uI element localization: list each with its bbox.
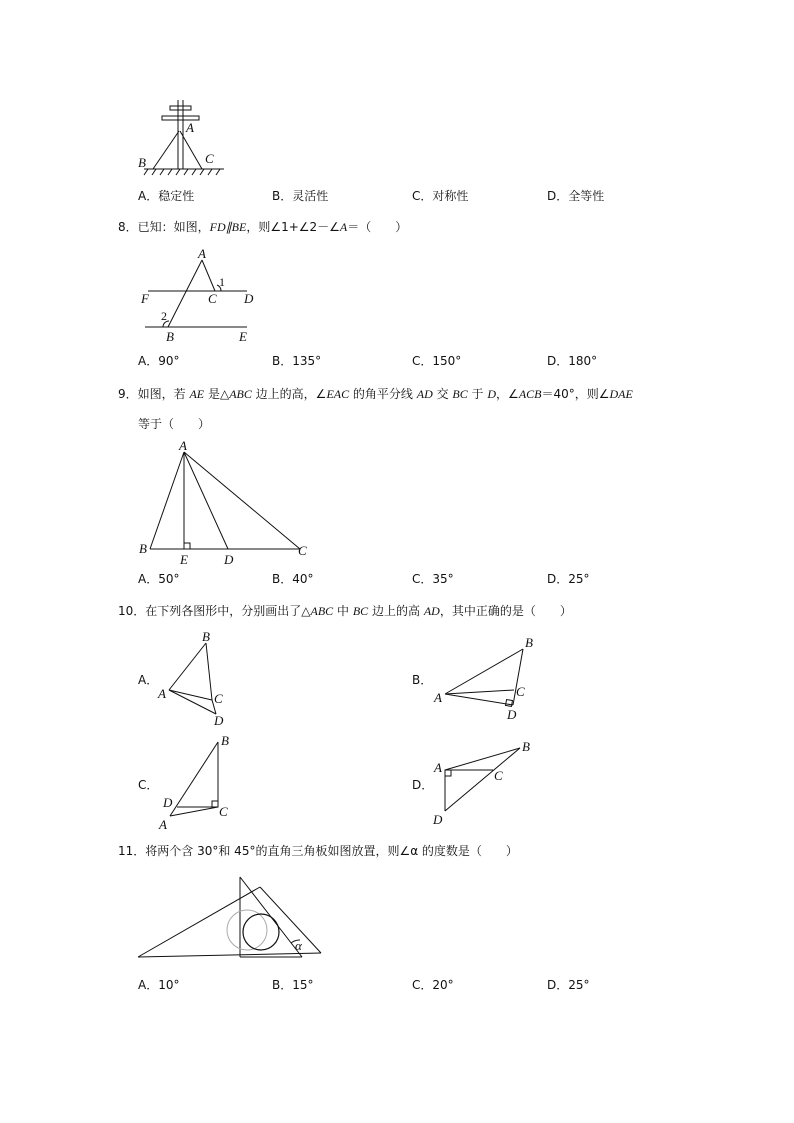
q9-option-b[interactable]: B．40° xyxy=(272,572,314,586)
q8-option-c[interactable]: C．150° xyxy=(412,354,462,368)
label-a: A xyxy=(434,690,442,705)
q8-figure xyxy=(135,245,260,345)
q10-figure-c[interactable] xyxy=(155,730,240,835)
label-1: 1 xyxy=(219,275,225,289)
q10-option-a-letter[interactable]: A． xyxy=(138,673,159,687)
triangle-30-side xyxy=(260,887,321,953)
q9-option-c[interactable]: C．35° xyxy=(412,572,454,586)
q8-option-a[interactable]: A．90° xyxy=(138,354,180,368)
label-a: A xyxy=(186,120,194,135)
q8-stem: 8．已知：如图，FD∥BE，则∠1+∠2－∠A＝（ ） xyxy=(118,220,408,234)
q9-stem-line2: 等于（ ） xyxy=(138,417,211,431)
label-b: B xyxy=(139,541,147,556)
label-d: D xyxy=(433,812,443,827)
label-a: A xyxy=(179,438,187,453)
q10-figure-d[interactable] xyxy=(430,735,545,830)
side-ac xyxy=(169,690,212,700)
q9-figure xyxy=(135,438,315,568)
label-b: B xyxy=(221,733,229,748)
label-e: E xyxy=(239,329,247,344)
label-a: A xyxy=(158,686,166,701)
q10-figure-a[interactable] xyxy=(155,630,235,730)
label-c: C xyxy=(219,804,228,819)
label-c: C xyxy=(494,768,503,783)
q7-option-a[interactable]: A．稳定性 xyxy=(138,189,195,203)
label-d: D xyxy=(163,795,173,810)
right-angle-mark xyxy=(212,801,218,807)
side-ac xyxy=(445,690,514,694)
side-ac xyxy=(184,452,300,549)
q11-figure xyxy=(135,870,335,970)
label-d: D xyxy=(507,707,517,722)
label-d: D xyxy=(244,291,254,306)
q9-option-d[interactable]: D．25° xyxy=(547,572,590,586)
right-angle-mark xyxy=(445,770,451,776)
q9-stem: 9．如图，若 AE 是△ABC 边上的高，∠EAC 的角平分线 AD 交 BC 于 D，∠ACB＝40°，则∠DAE xyxy=(118,387,633,401)
label-c: C xyxy=(516,684,525,699)
label-d: D xyxy=(214,713,224,728)
q8-option-d[interactable]: D．180° xyxy=(547,354,598,368)
triangle-30-base xyxy=(138,953,321,957)
q7-option-d[interactable]: D．全等性 xyxy=(547,189,605,203)
label-alpha: α xyxy=(295,938,302,953)
q11-option-b[interactable]: B．15° xyxy=(272,978,314,992)
q9-option-a[interactable]: A．50° xyxy=(138,572,180,586)
q11-stem: 11．将两个含 30°和 45°的直角三角板如图放置，则∠α 的度数是（ ） xyxy=(118,844,518,858)
q10-option-c-letter[interactable]: C． xyxy=(138,778,159,792)
q10-option-d-letter[interactable]: D． xyxy=(412,778,434,792)
q7-option-c[interactable]: C．对称性 xyxy=(412,189,469,203)
q10-figure-b[interactable] xyxy=(430,630,545,725)
side-bc xyxy=(206,643,212,700)
label-e: E xyxy=(180,552,188,567)
q10-stem: 10．在下列各图形中，分别画出了△ABC 中 BC 边上的高 AD，其中正确的是（ ） xyxy=(118,604,572,618)
label-c: C xyxy=(208,291,217,306)
segment-ad xyxy=(169,690,216,714)
label-b: B xyxy=(525,635,533,650)
label-b: B xyxy=(522,739,530,754)
label-d: D xyxy=(224,552,234,567)
q11-option-c[interactable]: C．20° xyxy=(412,978,454,992)
label-2: 2 xyxy=(161,309,167,323)
label-a: A xyxy=(159,817,167,832)
label-c: C xyxy=(214,691,223,706)
side-ab xyxy=(445,748,520,770)
q7-option-b[interactable]: B．灵活性 xyxy=(272,189,329,203)
q11-option-d[interactable]: D．25° xyxy=(547,978,590,992)
side-ab xyxy=(169,643,206,690)
q8-number: 8． xyxy=(118,220,138,234)
side-ab xyxy=(170,742,218,816)
side-ab xyxy=(150,452,184,549)
label-b: B xyxy=(202,629,210,644)
q9-number: 9． xyxy=(118,387,138,401)
ground-hatching xyxy=(144,169,220,175)
segment-ab xyxy=(168,260,202,327)
triangle-30-hypotenuse xyxy=(138,887,260,957)
q11-number: 11． xyxy=(118,844,146,858)
segment-ac xyxy=(202,260,215,291)
q10-number: 10． xyxy=(118,604,146,618)
support-left xyxy=(153,131,179,169)
label-b: B xyxy=(138,155,146,170)
label-f: F xyxy=(141,291,149,306)
side-db xyxy=(445,748,520,811)
q10-option-b-letter[interactable]: B． xyxy=(412,673,433,687)
label-a: A xyxy=(434,760,442,775)
right-angle-mark xyxy=(506,700,513,707)
label-c: C xyxy=(205,151,214,166)
crossbar-top xyxy=(170,106,191,110)
right-angle-mark xyxy=(184,543,190,549)
side-ab xyxy=(445,649,523,694)
label-b: B xyxy=(166,329,174,344)
segment-ad xyxy=(445,694,513,705)
q7-pole-figure xyxy=(130,95,214,180)
q11-option-a[interactable]: A．10° xyxy=(138,978,180,992)
q8-option-b[interactable]: B．135° xyxy=(272,354,322,368)
bisector-ad xyxy=(184,452,228,549)
label-a: A xyxy=(198,246,206,261)
side-ac xyxy=(170,807,218,816)
label-c: C xyxy=(298,543,307,558)
